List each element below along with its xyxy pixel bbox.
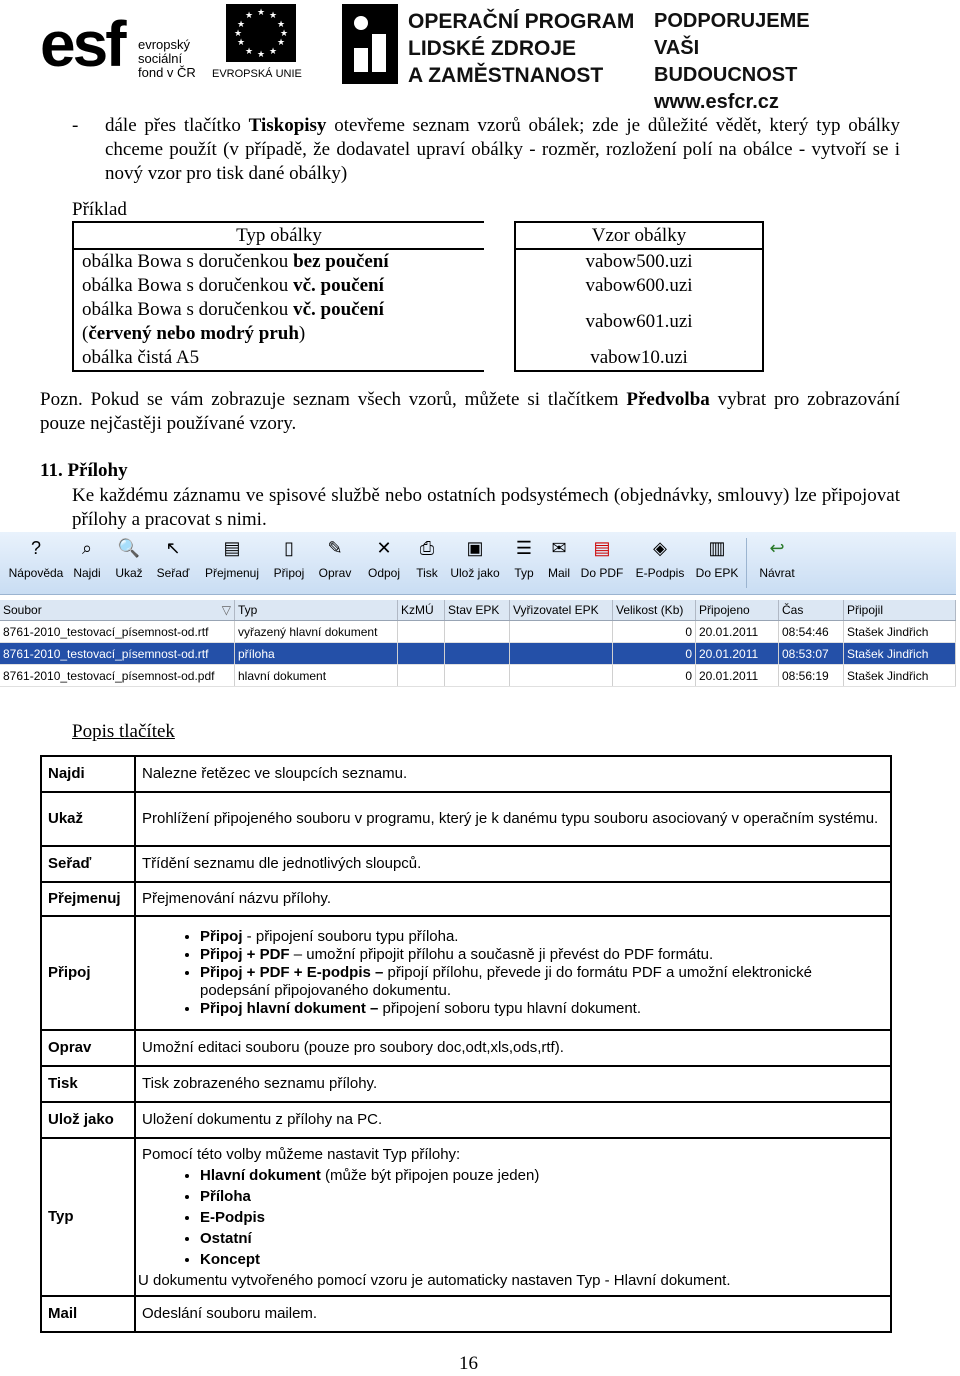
- envelope-template: vabow500.uzi: [515, 249, 763, 274]
- list-item: • Připoj - připojení souboru typu příloha.: [200, 928, 884, 946]
- table-row-selected[interactable]: 8761-2010_testovací_písemnost-od.rtf příloha 0 20.01.2011 08:53:07 Stašek Jindřich: [0, 643, 956, 665]
- desc-value: Nalezne řetězec ve sloupcích seznamu.: [135, 756, 891, 792]
- desc-key: Ulož jako: [41, 1102, 135, 1138]
- eu-logo: [212, 2, 310, 86]
- col-cas[interactable]: Čas: [779, 600, 844, 621]
- envelope-col-template: Vzor obálky: [515, 222, 763, 249]
- type-button[interactable]: ☰ Typ: [508, 538, 540, 580]
- attachments-screenshot: [0, 532, 956, 698]
- envelope-type: obálka čistá A5: [73, 346, 484, 371]
- op-slogan: PODPORUJEME VAŠI BUDOUCNOST www.esfcr.cz: [654, 10, 810, 113]
- desc-key: Najdi: [41, 756, 135, 792]
- list-item: • Připoj hlavní dokument – připojení soboru typu hlavní dokument.: [200, 1000, 884, 1018]
- table-row[interactable]: 8761-2010_testovací_písemnost-od.rtf vyřazený hlavní dokument 0 20.01.2011 08:54:46 Stašek Jindřich: [0, 621, 956, 643]
- envelope-icon: ✉: [551, 538, 567, 558]
- desc-key: Mail: [41, 1296, 135, 1332]
- desc-key: Oprav: [41, 1030, 135, 1066]
- desc-key: Ukaž: [41, 792, 135, 846]
- note-text: Pozn. Pokud se vám zobrazuje seznam všech vzorů, můžete si tlačítkem Předvolba vybrat pro zobrazování pouze nejčastěji používané vzory.: [40, 389, 900, 434]
- mail-button[interactable]: ✉ Mail: [542, 538, 576, 580]
- list-item: • Připoj + PDF + E-podpis – připojí přílohu, převede ji do formátu PDF a umožní elektronické podepsání připojovaného dokumentu.: [200, 964, 884, 1000]
- envelope-template: vabow10.uzi: [515, 346, 763, 371]
- envelope-col-type: Typ obálky: [73, 222, 484, 249]
- printer-icon: ⎙: [419, 538, 435, 558]
- desc-key: Seřaď: [41, 846, 135, 882]
- col-pripojeno[interactable]: Připojeno: [696, 600, 779, 621]
- desc-key: Připoj: [41, 916, 135, 1030]
- back-button[interactable]: ↩ Návrat: [754, 538, 800, 580]
- document-icon: ▯: [284, 538, 294, 558]
- book-icon: ▥: [708, 538, 726, 558]
- list-item: • Ostatní: [200, 1228, 884, 1249]
- list-item: • Koncept: [200, 1249, 884, 1270]
- list-item: • Hlavní dokument (může být připojen pouze jeden): [200, 1165, 884, 1186]
- list-icon: ☰: [515, 538, 533, 558]
- toolbar-separator: [746, 538, 747, 588]
- col-pripojil[interactable]: Připojil: [844, 600, 956, 621]
- return-icon: ↩: [769, 538, 785, 558]
- esf-logo-text: evropský sociální fond v ČR: [138, 37, 196, 80]
- envelope-type: obálka Bowa s doručenkou bez poučení: [73, 249, 484, 274]
- popis-title: Popis tlačítek: [72, 721, 175, 742]
- col-kzmu[interactable]: KzMÚ: [398, 600, 445, 621]
- desc-value: Uložení dokumentu z přílohy na PC.: [135, 1102, 891, 1138]
- envelope-type: obálka Bowa s doručenkou vč. poučení (červený nebo modrý pruh): [73, 298, 484, 346]
- help-icon: ?: [30, 538, 41, 558]
- attach-options-list: [142, 928, 884, 1018]
- list-item: • Připoj + PDF – umožní připojit přílohu a současně ji převést do PDF formátu.: [200, 946, 884, 964]
- col-stav-epk[interactable]: Stav EPK: [445, 600, 510, 621]
- eu-flag-icon: ★ ★ ★ ★ ★ ★ ★ ★ ★ ★ ★ ★: [226, 4, 296, 62]
- desc-value: Pomocí této volby můžeme nastavit Typ přílohy: • Hlavní dokument (může být připojen pouze jeden) • Příloha • E-Podpis • Ostatní • Koncept U dokumentu vytvořeného pomocí vzoru je automaticky nastaven Typ - Hlavní dokument.: [135, 1138, 891, 1296]
- desc-value: Tisk zobrazeného seznamu přílohy.: [135, 1066, 891, 1102]
- page-number: 16: [459, 1353, 478, 1374]
- certificate-icon: ◈: [653, 538, 667, 558]
- col-typ[interactable]: Typ: [235, 600, 398, 621]
- list-item: • E-Podpis: [200, 1207, 884, 1228]
- e-signature-button[interactable]: ◈ E-Podpis: [632, 538, 688, 580]
- envelope-table: [72, 221, 764, 372]
- desc-value: Prohlížení připojeného souboru v programu, který je k danému typu souboru asociovaný v operačním systému.: [135, 792, 891, 846]
- rename-button[interactable]: ▤ Přejmenuj: [202, 538, 262, 580]
- envelope-template: vabow600.uzi: [515, 274, 763, 298]
- to-epk-button[interactable]: ▥ Do EPK: [695, 538, 739, 580]
- col-velikost[interactable]: Velikost (Kb): [613, 600, 696, 621]
- attachments-grid: [0, 600, 956, 687]
- type-options-list: [142, 1165, 884, 1270]
- print-button[interactable]: ⎙ Tisk: [410, 538, 444, 580]
- find-button[interactable]: ⌕ Najdi: [68, 538, 106, 580]
- show-button[interactable]: 🔍 Ukaž: [110, 538, 148, 580]
- desc-key: Tisk: [41, 1066, 135, 1102]
- sort-arrow-icon: ▽: [221, 603, 231, 617]
- op-logo: [342, 2, 842, 113]
- desc-value: Přejmenování názvu přílohy.: [135, 882, 891, 916]
- intro-dash: -: [72, 115, 79, 136]
- section-text: Ke každému záznamu ve spisové službě nebo ostatních podsystémech (objednávky, smlouvy) lze připojovat přílohy a pracovat s nimi.: [72, 485, 900, 530]
- binoculars-icon: ⌕: [81, 538, 93, 558]
- desc-key: Typ: [41, 1138, 135, 1296]
- col-soubor[interactable]: Soubor ▽: [0, 600, 235, 621]
- save-as-button[interactable]: ▣ Ulož jako: [448, 538, 502, 580]
- eu-label: EVROPSKÁ UNIE: [212, 68, 302, 80]
- pdf-icon: ▤: [593, 538, 611, 558]
- floppy-icon: ▣: [466, 538, 484, 558]
- detach-button[interactable]: ✕ Odpoj: [362, 538, 406, 580]
- desc-value: Třídění seznamu dle jednotlivých sloupců.: [135, 846, 891, 882]
- op-mark-icon: [342, 4, 398, 84]
- cursor-icon: ↖: [165, 538, 181, 558]
- example-label: Příklad: [72, 199, 127, 220]
- envelope-template: vabow601.uzi: [515, 298, 763, 346]
- rename-icon: ▤: [223, 538, 241, 558]
- intro-text: dále přes tlačítko Tiskopisy otevřeme seznam vzorů obálek; zde je důležité vědět, který typ obálky chceme použít (v případě, že dodavatel upraví obálky - rozměr, rozložení polí na obálce - vytvoří se i nový vzor pro tisk dané obálky): [105, 115, 900, 184]
- to-pdf-button[interactable]: ▤ Do PDF: [580, 538, 624, 580]
- op-title: OPERAČNÍ PROGRAM LIDSKÉ ZDROJE A ZAMĚSTNANOST: [408, 10, 635, 87]
- envelope-type: obálka Bowa s doručenkou vč. poučení: [73, 274, 484, 298]
- list-item: • Příloha: [200, 1186, 884, 1207]
- help-button[interactable]: ? Nápověda: [8, 538, 64, 580]
- button-description-table: [40, 755, 892, 1333]
- desc-value: Umožní editaci souboru (pouze pro soubory doc,odt,xls,ods,rtf).: [135, 1030, 891, 1066]
- desc-value: [135, 916, 891, 1030]
- col-vyrizovatel[interactable]: Vyřizovatel EPK: [510, 600, 613, 621]
- section-title: 11. Přílohy: [40, 460, 128, 481]
- cross-icon: ✕: [376, 538, 392, 558]
- pencil-icon: ✎: [327, 538, 343, 558]
- esf-logo-word: esf: [40, 8, 124, 80]
- magnifier-icon: 🔍: [117, 538, 141, 558]
- desc-value: Odeslání souboru mailem.: [135, 1296, 891, 1332]
- desc-key: Přejmenuj: [41, 882, 135, 916]
- table-row[interactable]: 8761-2010_testovací_písemnost-od.pdf hlavní dokument 0 20.01.2011 08:56:19 Stašek Jindřich: [0, 665, 956, 687]
- edit-button[interactable]: ✎ Oprav: [314, 538, 356, 580]
- sort-button[interactable]: ↖ Seřaď: [152, 538, 194, 580]
- attach-button[interactable]: ▯ Připoj: [268, 538, 310, 580]
- toolbar: [0, 532, 956, 595]
- esf-logo: [40, 2, 208, 86]
